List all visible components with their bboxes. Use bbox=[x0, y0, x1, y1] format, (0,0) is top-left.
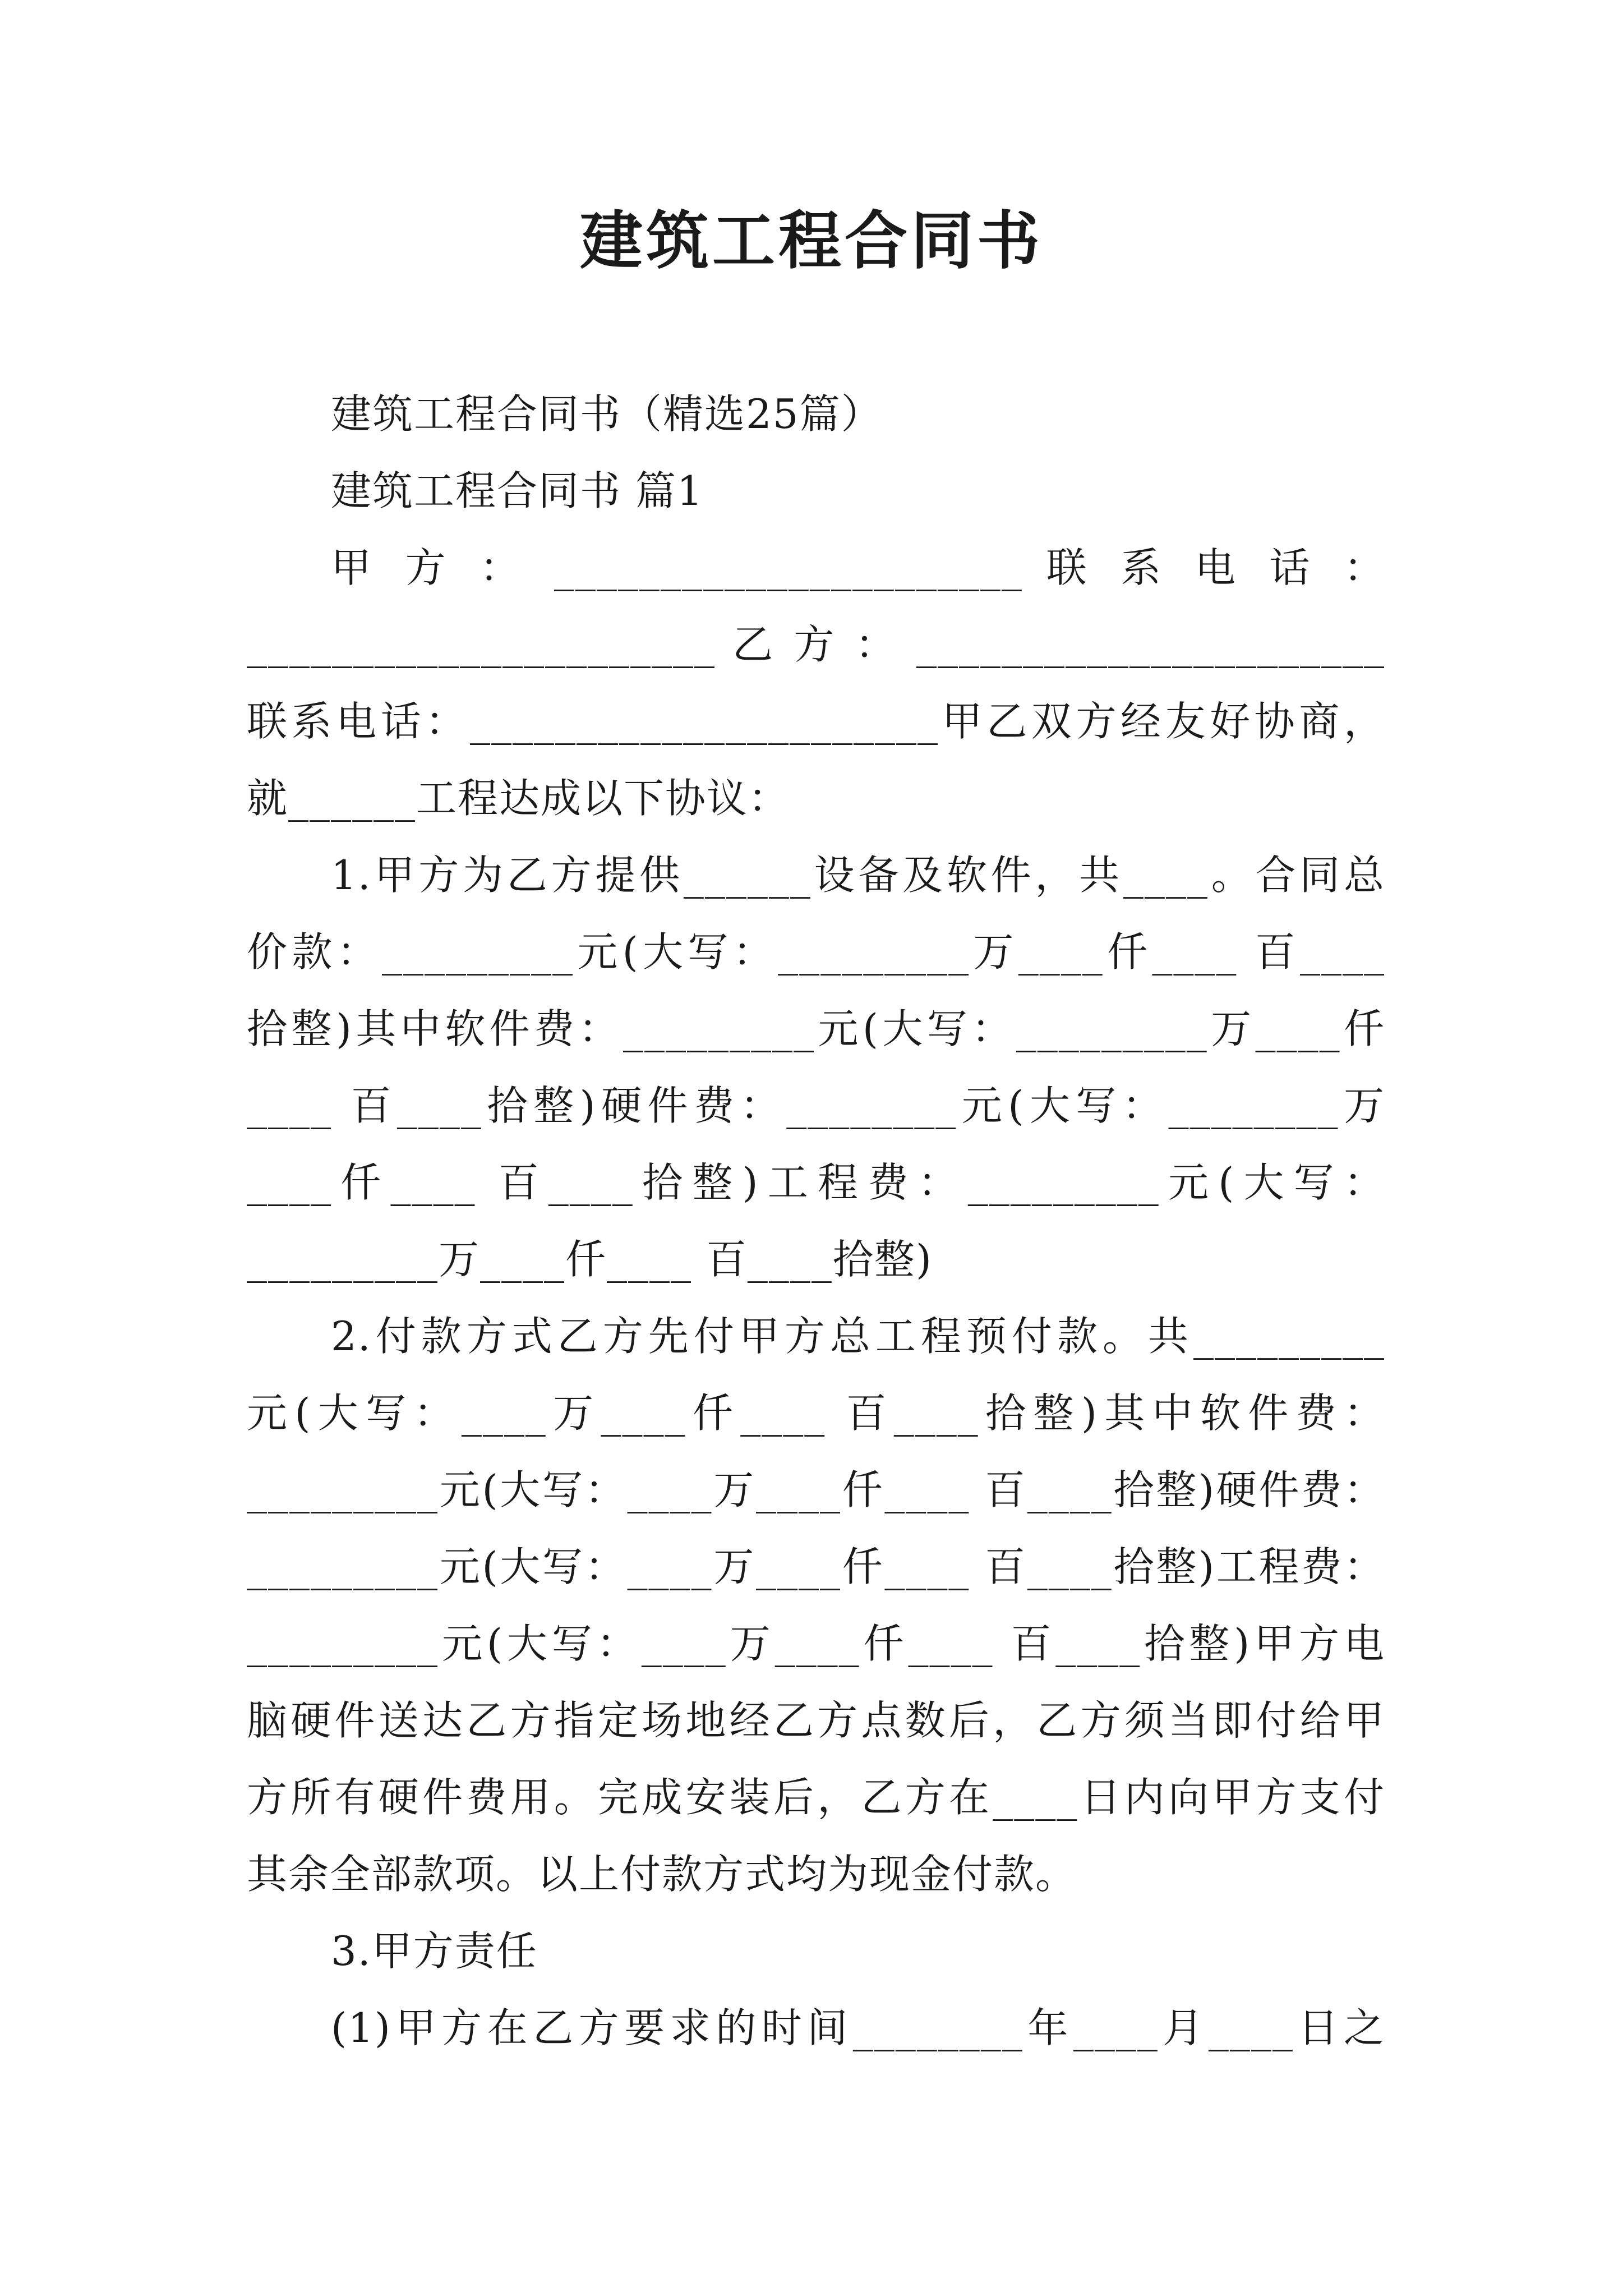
paragraph-line: 其余全部款项。以上付款方式均为现金付款。 bbox=[247, 1851, 1077, 1898]
paragraph-line: _________元(大写：____万____仟____ 百____拾整)硬件费： bbox=[247, 1466, 1385, 1513]
paragraph-line: 联系电话：______________________甲乙双方经友好协商， bbox=[247, 698, 1385, 745]
paragraph-line: 1.甲方为乙方提供______设备及软件，共____。合同总 bbox=[331, 852, 1385, 899]
document-body bbox=[247, 376, 1385, 2067]
section-heading: 3.甲方责任 bbox=[331, 1927, 538, 1975]
paragraph-line: _________元(大写：____万____仟____ 百____拾整)工程费： bbox=[247, 1543, 1385, 1590]
paragraph-line: _________万____仟____ 百____拾整) bbox=[247, 1236, 933, 1283]
document-title: 建筑工程合同书 bbox=[580, 204, 1043, 278]
paragraph-line: 脑硬件送达乙方指定场地经乙方点数后，乙方须当即付给甲 bbox=[247, 1697, 1385, 1744]
paragraph-line: 拾整)其中软件费：_________元(大写：_________万____仟 bbox=[247, 1005, 1385, 1052]
paragraph-line: (1)甲方在乙方要求的时间________年____月____日之 bbox=[331, 2004, 1385, 2051]
paragraph-line: 方所有硬件费用。完成安装后，乙方在____日内向甲方支付 bbox=[247, 1774, 1385, 1821]
paragraph-line: _________元(大写：____万____仟____ 百____拾整)甲方电 bbox=[247, 1620, 1385, 1667]
paragraph-line: 价款：_________元(大写：_________万____仟____ 百____ bbox=[247, 928, 1385, 976]
paragraph-line: 2.付款方式乙方先付甲方总工程预付款。共_________ bbox=[331, 1313, 1385, 1360]
subtitle-line: 建筑工程合同书（精选25篇） bbox=[331, 390, 883, 438]
paragraph-line: 元(大写：____万____仟____ 百____拾整)其中软件费： bbox=[247, 1389, 1385, 1437]
section-heading: 建筑工程合同书 篇1 bbox=[331, 467, 704, 514]
paragraph-line: ____仟____ 百____拾整)工程费：_________元(大写： bbox=[247, 1159, 1385, 1206]
paragraph-line: 甲 方 ： ______________________ 联 系 电 话 ： bbox=[331, 544, 1385, 591]
paragraph-line: 就______工程达成以下协议： bbox=[247, 775, 790, 822]
paragraph-line: ______________________ 乙 方 ： ______________________ bbox=[247, 621, 1385, 668]
paragraph-line: ____ 百____拾整)硬件费：________元(大写：________万 bbox=[247, 1082, 1385, 1129]
